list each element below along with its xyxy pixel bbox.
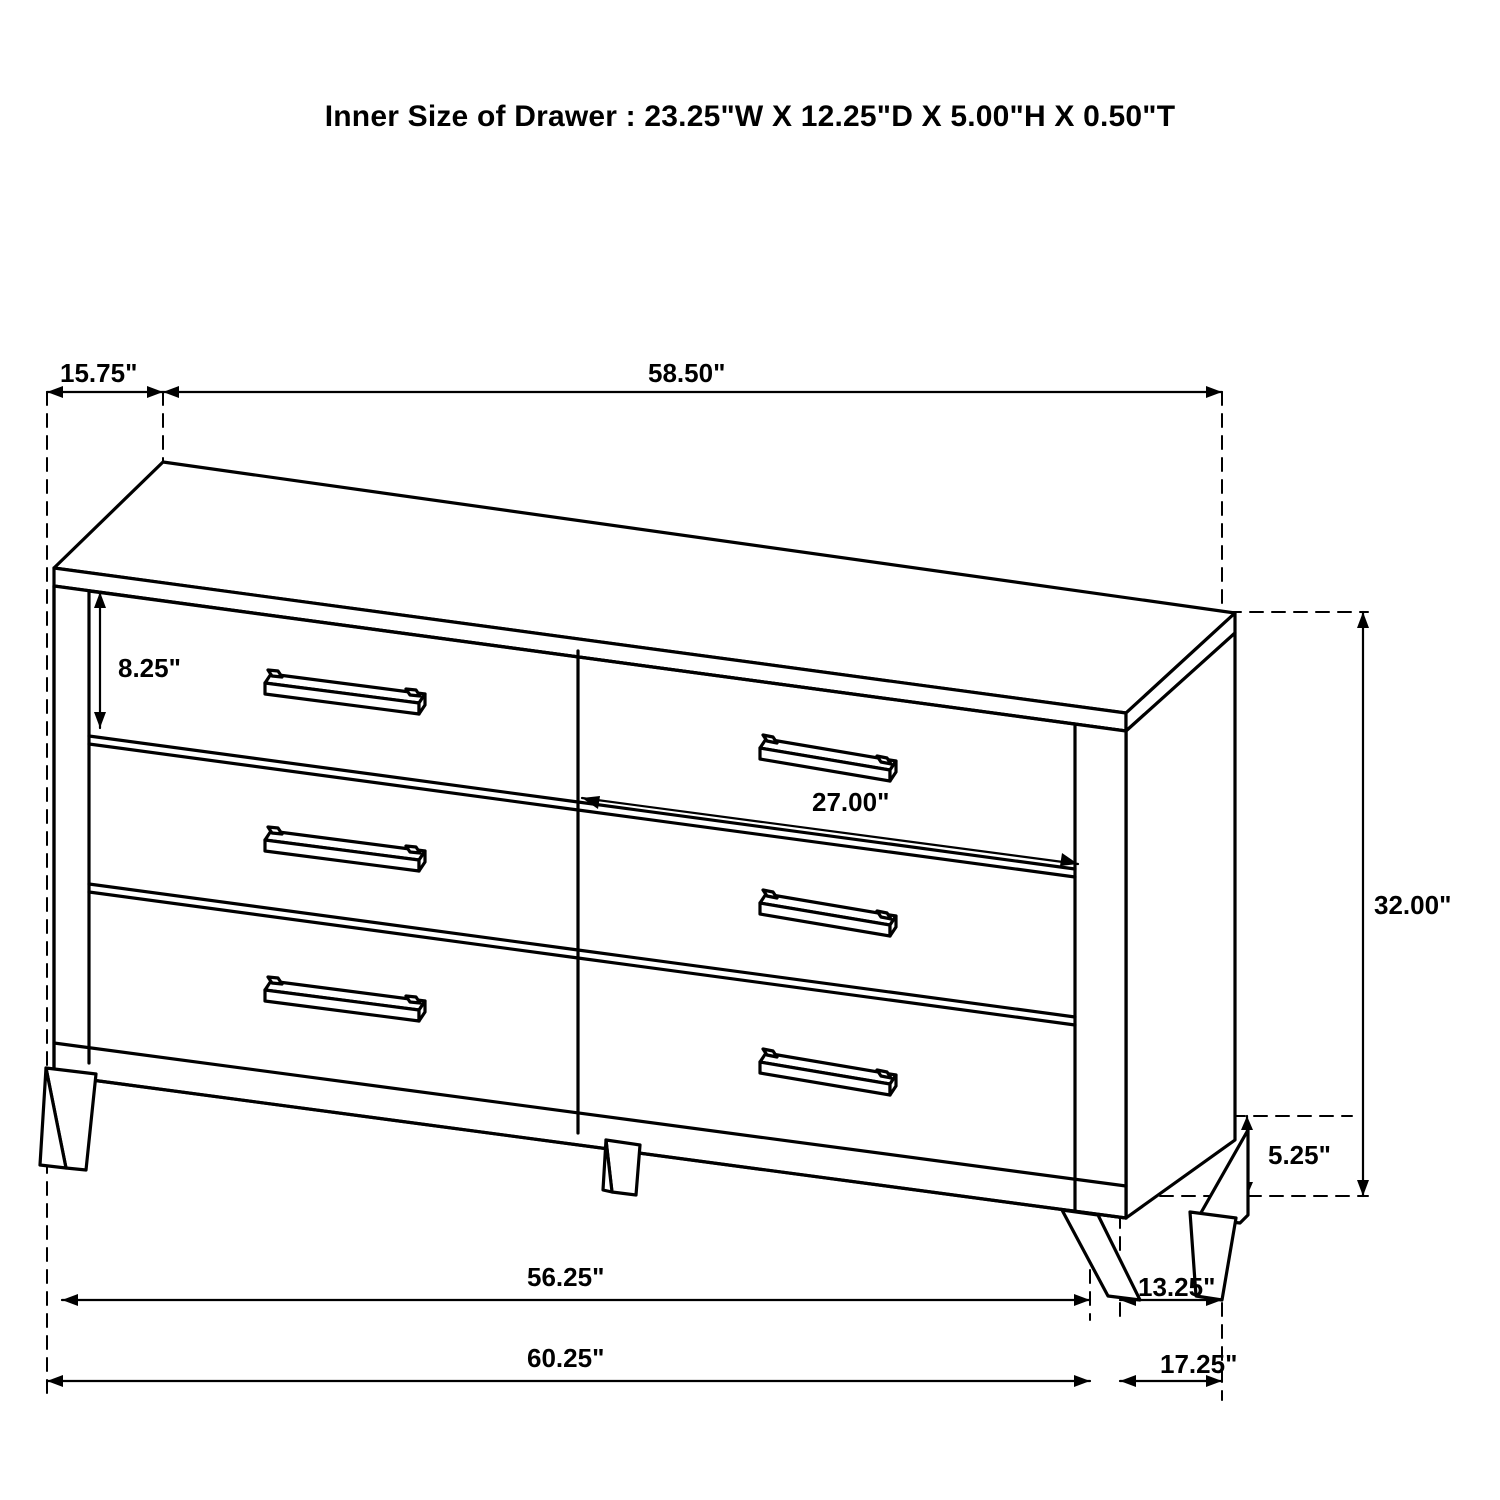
dim-label-drawer-height: 8.25" [118,653,181,683]
leg-center-rear [603,1140,640,1195]
dim-label-depth-top: 15.75" [60,358,138,388]
dim-label-overall-width: 60.25" [527,1343,605,1373]
dim-label-drawer-width: 27.00" [812,787,890,817]
leg-back-right [1062,1210,1140,1300]
dim-label-overall-height: 32.00" [1374,890,1452,920]
dim-label-front-width: 56.25" [527,1262,605,1292]
dim-label-leg-span-depth: 13.25" [1138,1272,1216,1302]
right-dimension-32 [1357,612,1369,1196]
dim-label-leg-height: 5.25" [1268,1140,1331,1170]
bottom-dimension-56-25 [62,1294,1090,1306]
dim-label-overall-depth: 17.25" [1160,1349,1238,1379]
leg-front-left [40,1068,96,1170]
dim-label-width-top: 58.50" [648,358,726,388]
page-title: Inner Size of Drawer : 23.25"W X 12.25"D X 5.00"H X 0.50"T [324,100,1176,133]
bottom-dimension-60-25 [47,1375,1090,1387]
